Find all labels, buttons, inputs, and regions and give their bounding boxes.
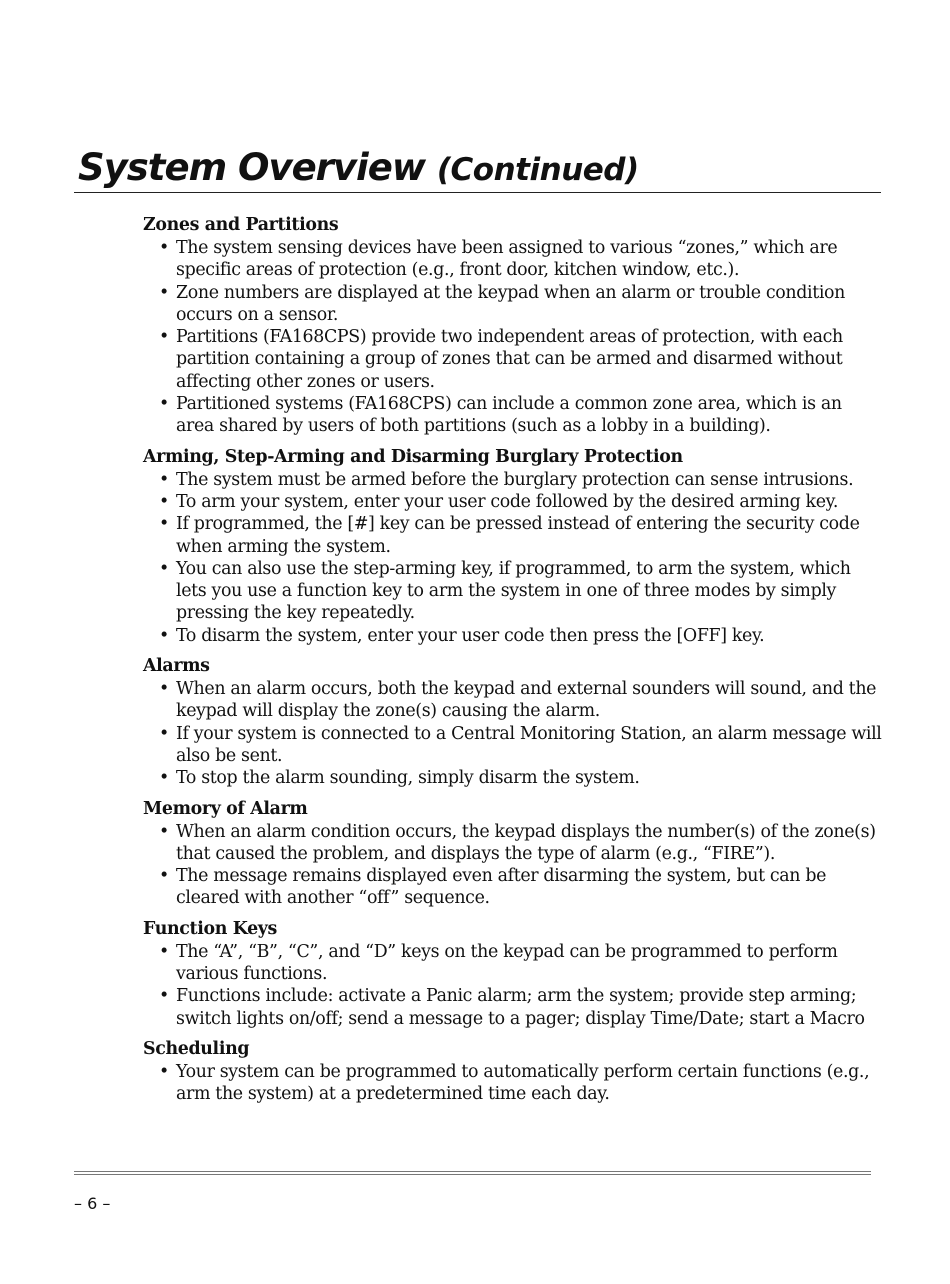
- section-heading: Scheduling: [143, 1038, 250, 1059]
- section-heading: Memory of Alarm: [143, 798, 308, 819]
- bullet-item: • Zone numbers are displayed at the keypad when an alarm or trouble condition occurs on a sensor.: [143, 282, 883, 327]
- section-heading: Zones and Partitions: [143, 215, 339, 235]
- bullet-item: • To stop the alarm sounding, simply disarm the system.: [143, 767, 883, 789]
- section-heading: Arming, Step-Arming and Disarming Burglary Protection: [143, 446, 683, 467]
- bullet-list: [143, 821, 883, 910]
- footer-divider: [74, 1171, 871, 1175]
- bullet-item: • The message remains displayed even after disarming the system, but can be cleared with another “off” sequence.: [143, 865, 883, 910]
- bullet-item: • To disarm the system, enter your user code then press the [OFF] key.: [143, 625, 883, 647]
- bullet-list: [143, 1061, 883, 1106]
- page-title: [78, 146, 639, 192]
- title-divider: [74, 192, 881, 193]
- section-function-keys: [143, 918, 883, 1030]
- section-alarms: [143, 655, 883, 789]
- bullet-list: [143, 678, 883, 789]
- bullet-item: • If programmed, the [#] key can be pressed instead of entering the security code when arming the system.: [143, 513, 883, 558]
- bullet-item: • The “A”, “B”, “C”, and “D” keys on the keypad can be programmed to perform various functions.: [143, 941, 883, 986]
- bullet-item: • You can also use the step-arming key, if programmed, to arm the system, which lets you use a function key to arm the system in one of three modes by simply pressing the key repeatedly.: [143, 558, 883, 625]
- page-number: – 6 –: [74, 1194, 111, 1213]
- bullet-item: • If your system is connected to a Central Monitoring Station, an alarm message will also be sent.: [143, 723, 883, 768]
- bullet-list: [143, 941, 883, 1030]
- bullet-item: • When an alarm occurs, both the keypad and external sounders will sound, and the keypad will display the zone(s) causing the alarm.: [143, 678, 883, 723]
- page-title-continued: (Continued): [436, 152, 639, 188]
- bullet-item: • To arm your system, enter your user code followed by the desired arming key.: [143, 491, 883, 513]
- document-body: [143, 214, 883, 1114]
- page-title-main: System Overview: [78, 146, 425, 189]
- bullet-list: [143, 237, 883, 438]
- section-zones-and-partitions: [143, 214, 883, 438]
- bullet-item: • Functions include: activate a Panic alarm; arm the system; provide step arming; switch lights on/off; send a message to a pager; display Time/Date; start a Macro: [143, 985, 883, 1030]
- bullet-item: • Partitions (FA168CPS) provide two independent areas of protection, with each partition containing a group of zones that can be armed and disarmed without affecting other zones or users.: [143, 326, 883, 393]
- bullet-item: • Partitioned systems (FA168CPS) can include a common zone area, which is an area shared by users of both partitions (such as a lobby in a building).: [143, 393, 883, 438]
- bullet-item: • When an alarm condition occurs, the keypad displays the number(s) of the zone(s) that caused the problem, and displays the type of alarm (e.g., “FIRE”).: [143, 821, 883, 866]
- section-memory-of-alarm: [143, 798, 883, 910]
- section-scheduling: [143, 1038, 883, 1106]
- section-arming: [143, 446, 883, 647]
- section-heading: Alarms: [143, 656, 210, 677]
- bullet-item: • The system sensing devices have been assigned to various “zones,” which are specific areas of protection (e.g., front door, kitchen window, etc.).: [143, 237, 883, 282]
- section-heading: Function Keys: [143, 918, 277, 939]
- bullet-item: • Your system can be programmed to automatically perform certain functions (e.g., arm the system) at a predetermined time each day.: [143, 1061, 883, 1106]
- bullet-list: [143, 469, 883, 647]
- bullet-item: • The system must be armed before the burglary protection can sense intrusions.: [143, 469, 883, 491]
